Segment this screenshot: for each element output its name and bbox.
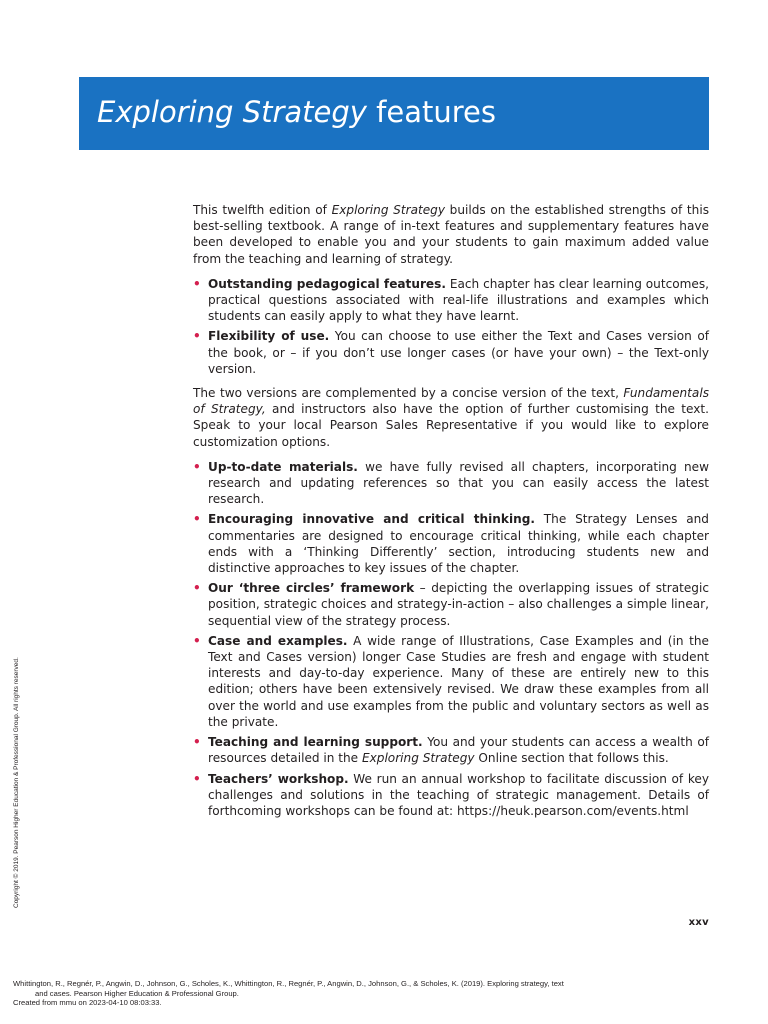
versions-paragraph: The two versions are complemented by a concise version of the text, Fundamentals of Strategy, and instructors also have the option of further customising the text. Speak to your local Pearson Sales Representative if you would like to explore customization options. bbox=[193, 386, 709, 449]
side-copyright: Copyright © 2019. Pearson Higher Education & Professional Group. All rights reserved. bbox=[13, 657, 20, 908]
footer-line-2: and cases. Pearson Higher Education & Professional Group. bbox=[35, 988, 239, 998]
feature-list-a bbox=[193, 276, 709, 377]
footer-line-3: Created from mmu on 2023-04-10 08:03:33. bbox=[13, 998, 162, 1007]
page-number: xxv bbox=[688, 917, 709, 928]
header-banner bbox=[79, 77, 709, 150]
body-text bbox=[193, 202, 709, 827]
list-item: • Up-to-date materials. we have fully revised all chapters, incorporating new research and updating references so that you can easily access the latest research. bbox=[193, 459, 709, 508]
feature-list-b bbox=[193, 459, 709, 819]
footer-citation bbox=[13, 979, 653, 1008]
intro-paragraph: This twelfth edition of Exploring Strategy builds on the established strengths of this best-selling textbook. A range of in-text features and supplementary features have been developed to enable you and your students to gain maximum added value from the teaching and learning of strategy. bbox=[193, 203, 709, 266]
list-item: • Case and examples. A wide range of Illustrations, Case Examples and (in the Text and Cases version) longer Case Studies are fresh and engage with student interests and day-to-day experience. Many of these are entirely new to this edition; others have been extensively revised. We draw these examples from all over the world and use examples from the public and voluntary sectors as well as the private. bbox=[193, 633, 709, 730]
footer-line-1: Whittington, R., Regnér, P., Angwin, D., Johnson, G., Scholes, K., Whittington, R., Regnér, P., Angwin, D., Johnson, G., & Scholes, K. (2019). Exploring strategy, text bbox=[13, 979, 564, 988]
list-item: • Encouraging innovative and critical thinking. The Strategy Lenses and commentaries are designed to encourage critical thinking, while each chapter ends with a ‘Thinking Differently’ section, introducing students new and distinctive approaches to key issues of the chapter. bbox=[193, 511, 709, 576]
list-item: • Outstanding pedagogical features. Each chapter has clear learning outcomes, practical questions associated with real-life illustrations and examples which students can easily apply to what they have learnt. bbox=[193, 276, 709, 325]
list-item: • Teaching and learning support. You and your students can access a wealth of resources detailed in the Exploring Strategy Online section that follows this. bbox=[193, 734, 709, 766]
title-italic: Exploring Strategy bbox=[97, 95, 367, 129]
list-item: • Flexibility of use. You can choose to use either the Text and Cases version of the book, or – if you don’t use longer cases (or have your own) – the Text-only version. bbox=[193, 328, 709, 377]
title-rest: features bbox=[366, 95, 496, 129]
page-title bbox=[97, 94, 496, 130]
list-item: • Teachers’ workshop. We run an annual workshop to facilitate discussion of key challenges and solutions in the teaching of strategic management. Details of forthcoming workshops can be found at: https://heuk.pearson.com/events.html bbox=[193, 771, 709, 820]
list-item: • Our ‘three circles’ framework – depicting the overlapping issues of strategic position, strategic choices and strategy-in-action – also challenges a simple linear, sequential view of the strategy process. bbox=[193, 580, 709, 629]
